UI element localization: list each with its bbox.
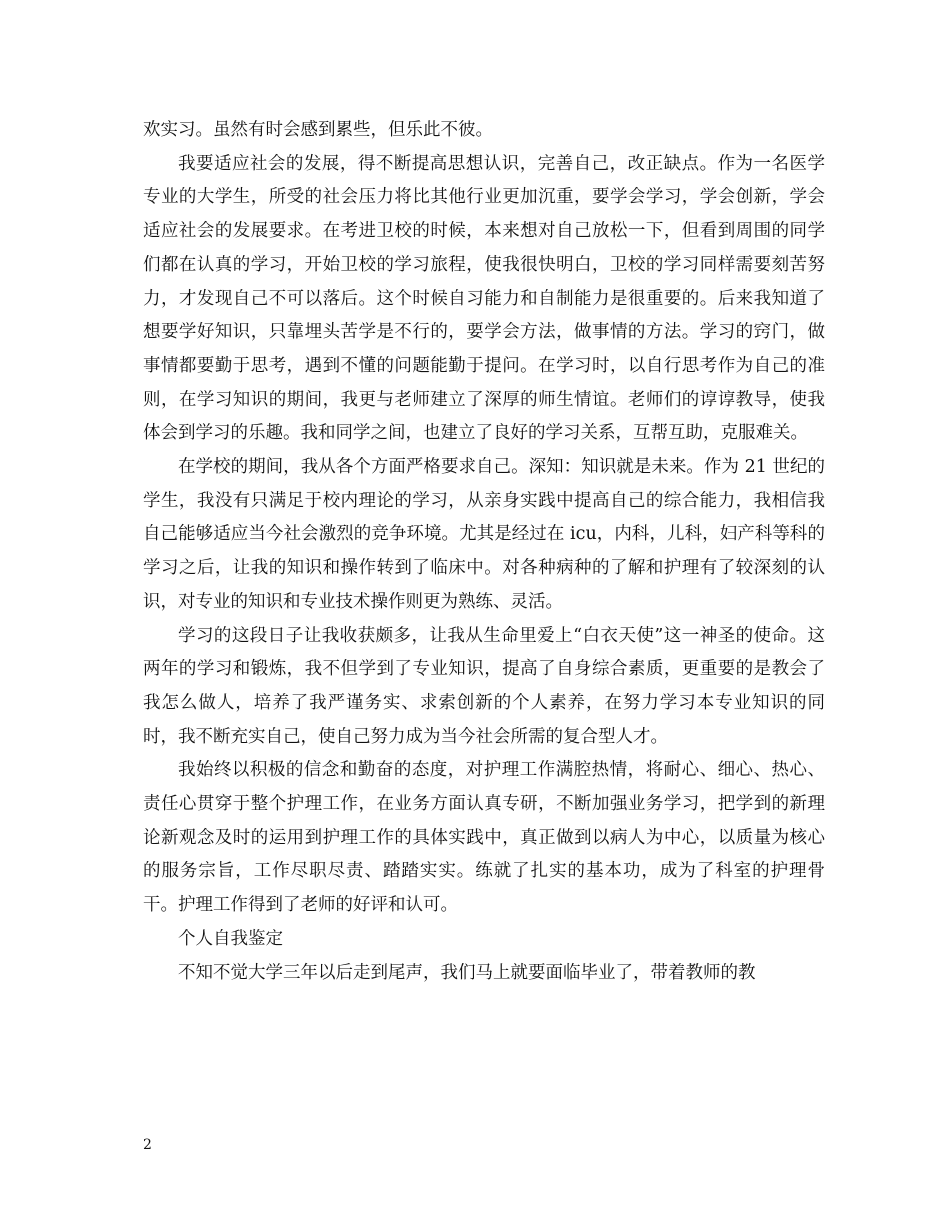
paragraph-4: 学习的这段日子让我收获颇多，让我从生命里爱上“白衣天使”这一神圣的使命。这两年的学习和锻炼，我不但学到了专业知识，提高了自身综合素质，更重要的是教会了我怎么做人，培养了我严谨务实、求索创新的个人素养，在努力学习本专业知识的同时，我不断充实自己，使自己努力成为当今社会所需的复合型人才。 (143, 625, 825, 747)
document-body (143, 114, 825, 990)
paragraph-5: 我始终以积极的信念和勤奋的态度，对护理工作满腔热情，将耐心、细心、热心、责任心贯穿于整个护理工作，在业务方面认真专研，不断加强业务学习，把学到的新理论新观念及时的运用到护理工作的具体实践中，真正做到以病人为中心，以质量为核心的服务宗旨，工作尽职尽责、踏踏实实。练就了扎实的基本功，成为了科室的护理骨干。护理工作得到了老师的好评和认可。 (143, 760, 825, 916)
page-number: 2 (143, 1137, 152, 1153)
section-heading: 个人自我鉴定 (178, 928, 283, 949)
paragraph-1: 欢实习。虽然有时会感到累些，但乐此不彼。 (143, 120, 493, 140)
paragraph-6: 不知不觉大学三年以后走到尾声，我们马上就要面临毕业了，带着教师的教 (178, 962, 756, 983)
paragraph-3: 在学校的期间，我从各个方面严格要求自己。深知：知识就是未来。作为 21 世纪的学生，我没有只满足于校内理论的学习，从亲身实践中提高自己的综合能力，我相信我自己能够适应当今社会激烈的竞争环境。尤其是经过在 icu，内科，儿科，妇产科等科的学习之后，让我的知识和操作转到了临床中。对各种病种的了解和护理有了较深刻的认识，对专业的知识和专业技术操作则更为熟练、灵活。 (143, 457, 825, 612)
paragraph-2: 我要适应社会的发展，得不断提高思想认识，完善自己，改正缺点。作为一名医学专业的大学生，所受的社会压力将比其他行业更加沉重，要学会学习，学会创新，学会适应社会的发展要求。在考进卫校的时候，本来想对自己放松一下，但看到周围的同学们都在认真的学习，开始卫校的学习旅程，使我很快明白，卫校的学习同样需要刻苦努力，才发现自己不可以落后。这个时候自习能力和自制能力是很重要的。后来我知道了想要学好知识，只靠埋头苦学是不行的，要学会方法，做事情的方法。学习的窍门，做事情都要勤于思考，遇到不懂的问题能勤于提问。在学习时，以自行思考作为自己的准则，在学习知识的期间，我更与老师建立了深厚的师生情谊。老师们的谆谆教导，使我体会到学习的乐趣。我和同学之间，也建立了良好的学习关系，互帮互助，克服难关。 (143, 153, 825, 444)
